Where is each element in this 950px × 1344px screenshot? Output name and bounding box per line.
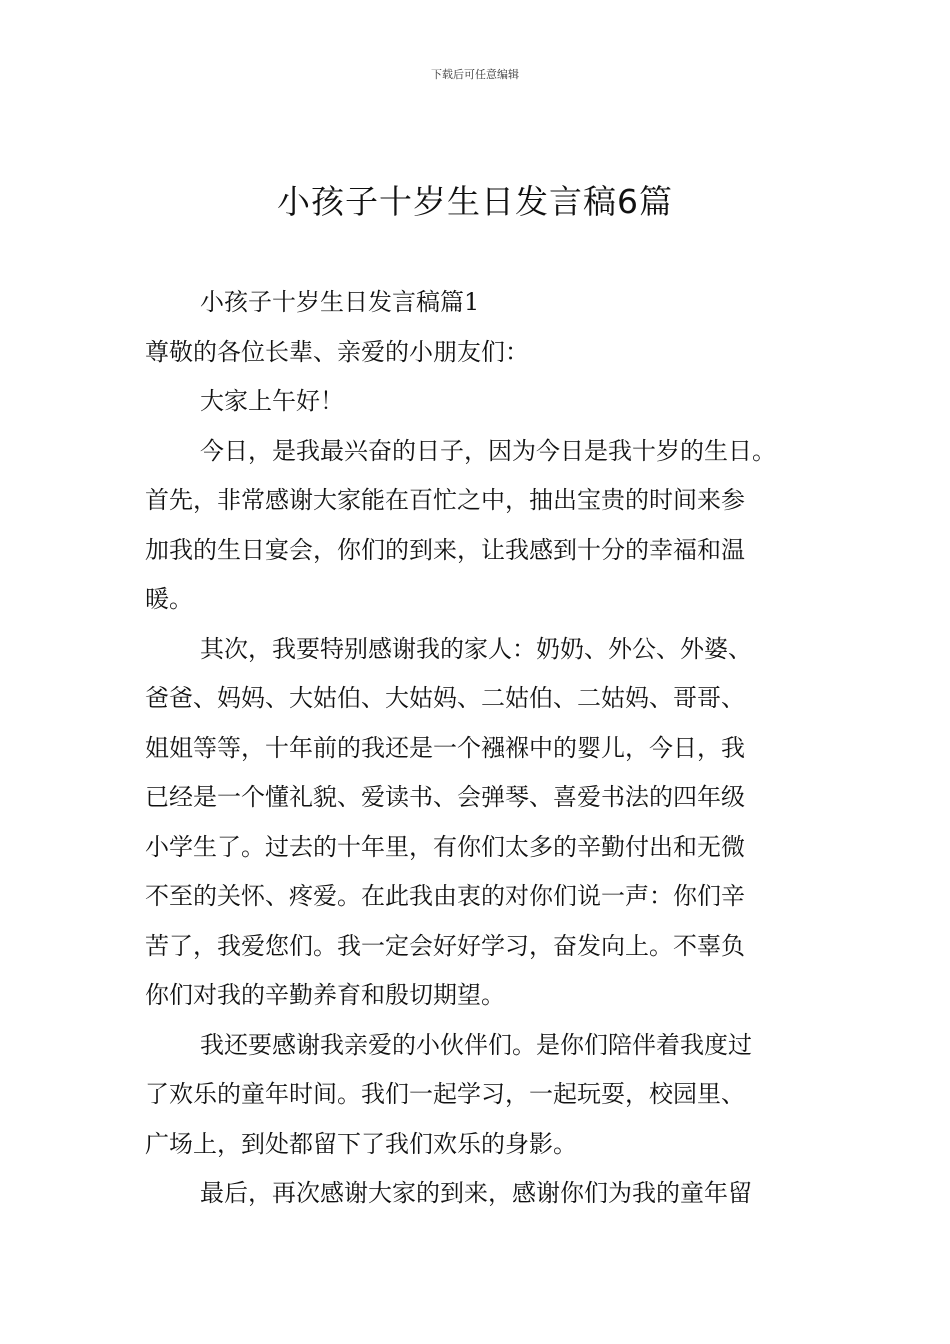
paragraph-line: 我还要感谢我亲爱的小伙伴们。是你们陪伴着我度过: [200, 1030, 752, 1059]
document-body: [145, 278, 810, 1219]
paragraph-line: 了欢乐的童年时间。我们一起学习，一起玩耍，校园里、: [145, 1080, 745, 1108]
paragraph-line: 姐姐等等，十年前的我还是一个襁褓中的婴儿，今日，我: [145, 733, 745, 762]
document-title: 小孩子十岁生日发言稿6篇: [277, 182, 673, 221]
paragraph-line: 苦了，我爱您们。我一定会好好学习，奋发向上。不辜负: [145, 931, 745, 960]
paragraph-line: 尊敬的各位长辈、亲爱的小朋友们：: [145, 337, 529, 366]
paragraph-line: 最后，再次感谢大家的到来，感谢你们为我的童年留: [200, 1179, 752, 1207]
paragraph-line: 加我的生日宴会，你们的到来，让我感到十分的幸福和温: [145, 535, 745, 564]
paragraph-line: 大家上午好！: [200, 387, 344, 415]
paragraph-line: 今日，是我最兴奋的日子，因为今日是我十岁的生日。: [200, 436, 776, 465]
paragraph-line: 其次，我要特别感谢我的家人：奶奶、外公、外婆、: [200, 634, 752, 663]
paragraph-line: 暖。: [145, 585, 193, 613]
paragraph-line: 小孩子十岁生日发言稿篇1: [200, 288, 480, 316]
paragraph-line: 不至的关怀、疼爱。在此我由衷的对你们说一声：你们辛: [145, 882, 745, 910]
paragraph-line: 已经是一个懂礼貌、爱读书、会弹琴、喜爱书法的四年级: [145, 783, 745, 811]
header-note: 下载后可任意编辑: [431, 68, 519, 81]
paragraph-line: 小学生了。过去的十年里，有你们太多的辛勤付出和无微: [145, 832, 745, 861]
paragraph-line: 你们对我的辛勤养育和殷切期望。: [145, 981, 505, 1009]
paragraph-line: 首先，非常感谢大家能在百忙之中，抽出宝贵的时间来参: [145, 486, 745, 514]
paragraph-line: 广场上，到处都留下了我们欢乐的身影。: [145, 1129, 577, 1158]
paragraph-line: 爸爸、妈妈、大姑伯、大姑妈、二姑伯、二姑妈、哥哥、: [145, 684, 745, 712]
